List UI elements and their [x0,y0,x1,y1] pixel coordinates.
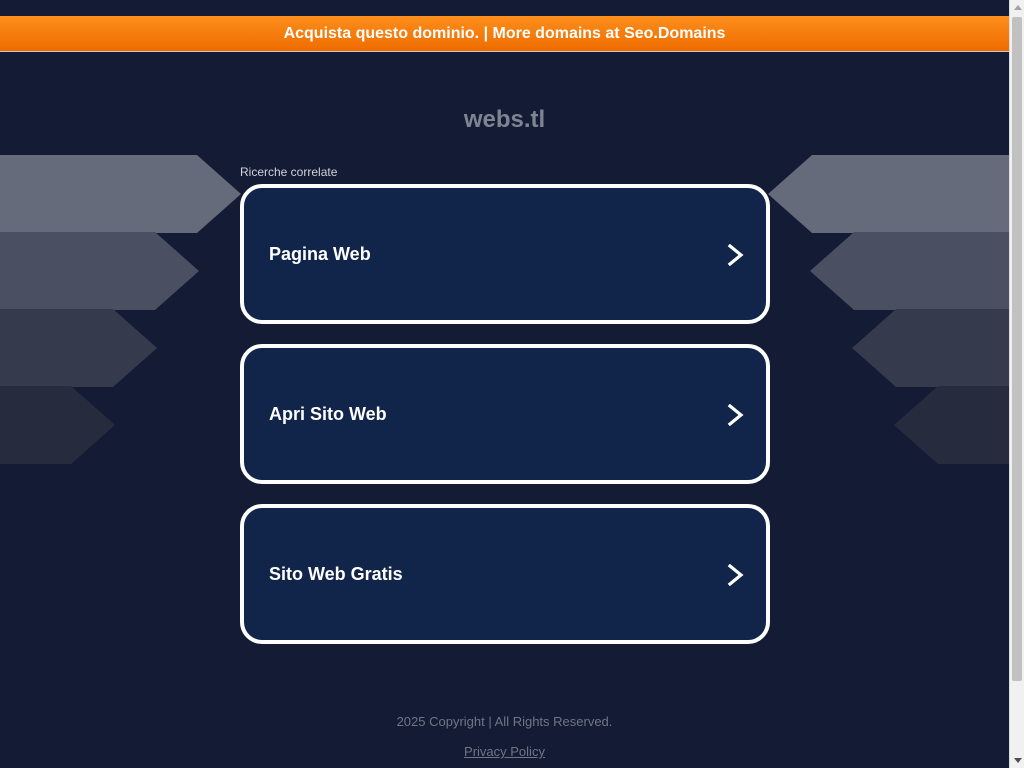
related-link-label: Pagina Web [269,243,371,264]
related-link-pagina-web[interactable] [240,184,770,324]
left-decoration-chevron [0,155,242,233]
chevron-right-icon [726,564,746,586]
banner-text: Acquista questo dominio. | More domains at Seo.Domains [283,24,726,42]
left-decoration-chevron [0,232,200,310]
related-link-label: Sito Web Gratis [269,563,403,584]
chevron-right-icon [726,244,746,266]
related-link-apri-sito-web[interactable] [240,344,770,484]
copyright-text: 2025 Copyright | All Rights Reserved. [396,714,613,729]
scrollbar-thumb[interactable] [1012,17,1022,681]
vertical-scrollbar[interactable] [1009,0,1024,768]
buy-domain-banner[interactable] [0,16,1009,52]
right-decoration-chevron [894,386,1009,464]
privacy-policy-link[interactable]: Privacy Policy [464,744,545,759]
right-decoration-chevron [810,232,1009,310]
scroll-down-arrow-icon[interactable] [1010,753,1024,768]
privacy-policy-container [0,744,1009,759]
left-decoration-chevron [0,386,116,464]
related-link-sito-web-gratis[interactable] [240,504,770,644]
related-searches-label: Ricerche correlate [240,165,338,179]
right-decoration-chevron [852,309,1009,387]
chevron-right-icon [726,404,746,426]
left-decoration-chevron [0,309,158,387]
domain-title: webs.tl [463,106,546,133]
scroll-up-arrow-icon[interactable] [1010,0,1024,15]
related-link-label: Apri Sito Web [269,403,387,424]
right-decoration-chevron [768,155,1009,233]
